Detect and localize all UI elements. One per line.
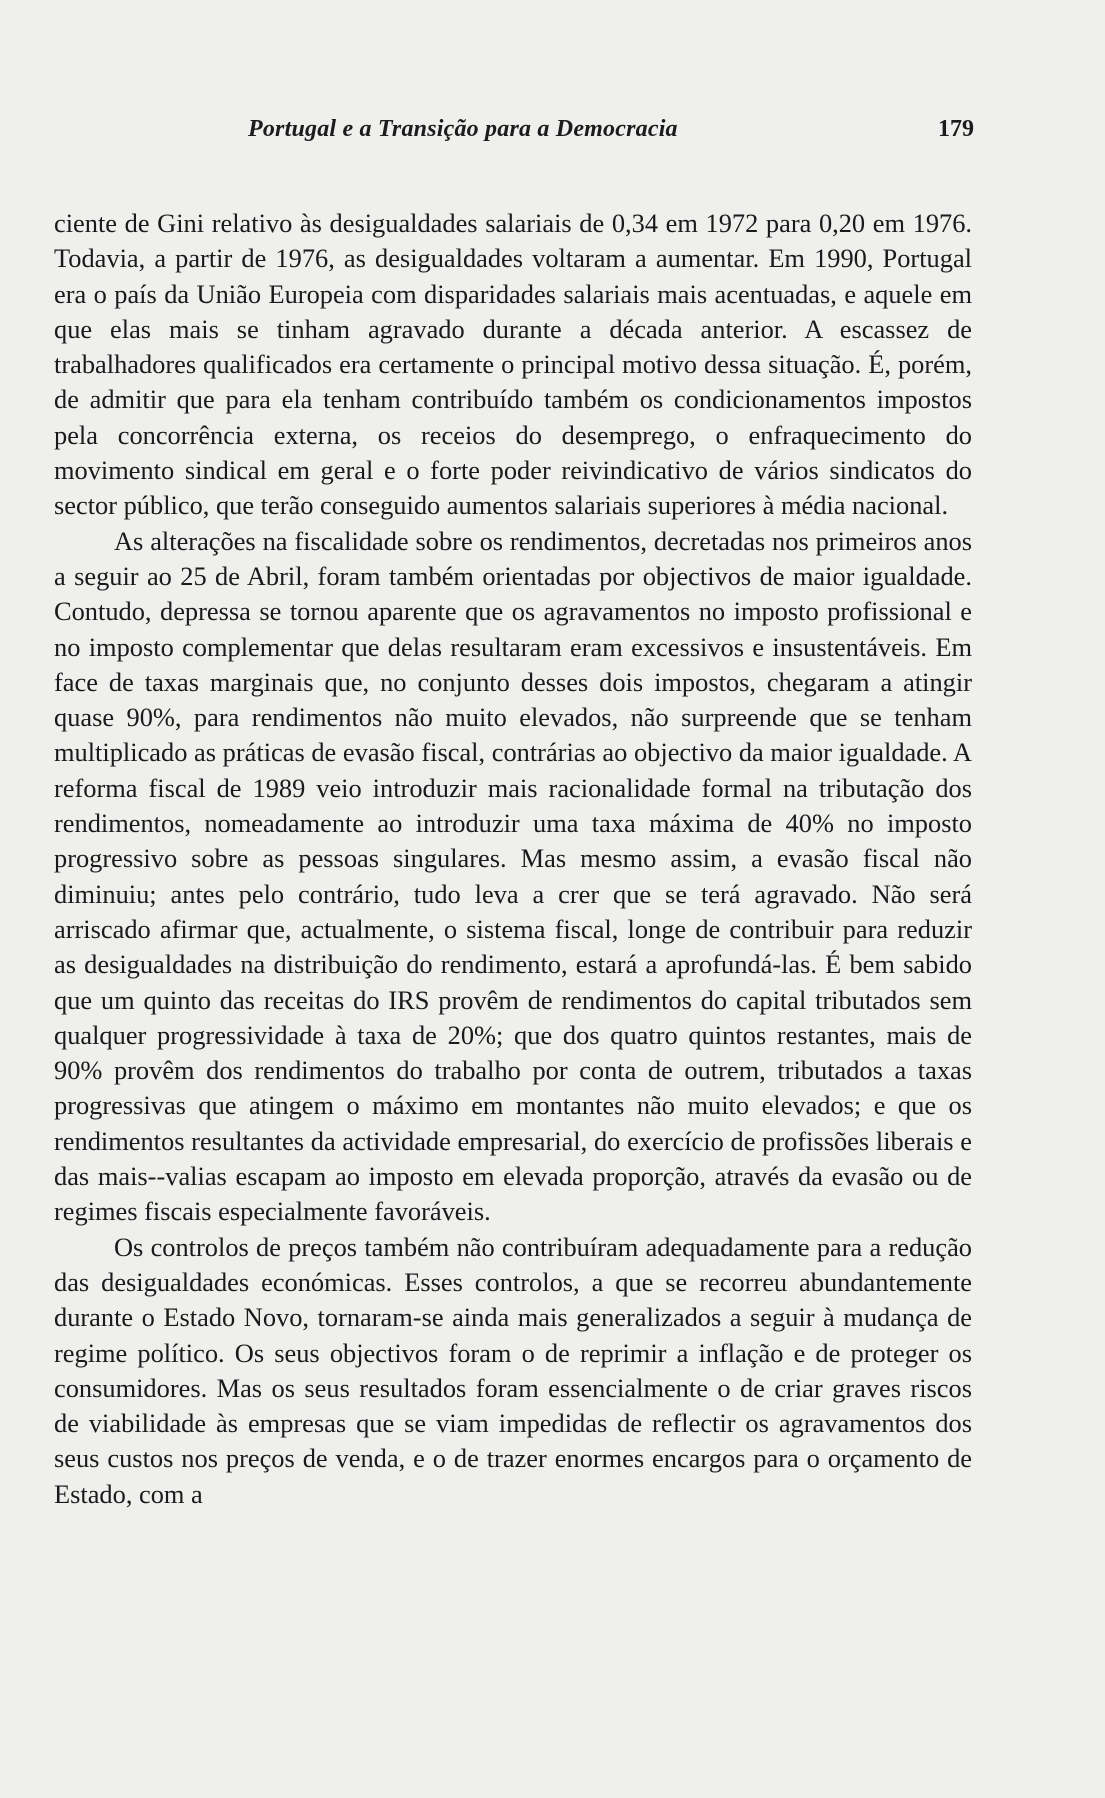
running-title: Portugal e a Transição para a Democracia xyxy=(248,116,678,142)
page-header xyxy=(54,116,974,148)
paragraph: Os controlos de preços também não contribuíram adequadamente para a redução das desigualdades económicas. Esses controlos, a que se recorreu abundantemente durante o Estado Novo, tornaram-se ainda mais generalizados a seguir à mudança de regime político. Os seus objectivos foram o de reprimir a inflação e de proteger os consumidores. Mas os seus resultados foram essencialmente o de criar graves riscos de viabilidade às empresas que se viam impedidas de reflectir os agravamentos dos seus custos nos preços de venda, e o de trazer enormes encargos para o orçamento de Estado, com a xyxy=(54,1231,972,1509)
paragraph: As alterações na fiscalidade sobre os rendimentos, decretadas nos primeiros anos a seguir ao 25 de Abril, foram também orientadas por objectivos de maior igualdade. Contudo, depressa se tornou aparente que os agravamentos no imposto profissional e no imposto complementar que delas resultaram eram excessivos e insustentáveis. Em face de taxas marginais que, no conjunto desses dois impostos, chegaram a atingir quase 90%, para rendimentos não muito elevados, não surpreende que se tenham multiplicado as práticas de evasão fiscal, contrárias ao objectivo da maior igualdade. A reforma fiscal de 1989 veio introduzir mais racionalidade formal na tributação dos rendimentos, nomeadamente ao introduzir uma taxa máxima de 40% no imposto progressivo sobre as pessoas singulares. Mas mesmo assim, a evasão fiscal não diminuiu; antes pelo contrário, tudo leva a crer que se terá agravado. Não será arriscado afirmar que, actualmente, o sistema fiscal, longe de contribuir para reduzir as desigualdades na distribuição do rendimento, estará a aprofundá-las. É bem sabido que um quinto das receitas do IRS provêm de rendimentos do capital tributados sem qualquer progressividade à taxa de 20%; que dos quatro quintos restantes, mais de 90% provêm dos rendimentos do trabalho por conta de outrem, tributados a taxas progressivas que atingem o máximo em montantes não muito elevados; e que os rendimentos resultantes da actividade empresarial, do exercício de profissões liberais e das mais--valias escapam ao imposto em elevada proporção, através da evasão ou de regimes fiscais especialmente favoráveis. xyxy=(54,525,972,1227)
paragraph: ciente de Gini relativo às desigualdades salariais de 0,34 em 1972 para 0,20 em 1976. Todavia, a partir de 1976, as desigualdades voltaram a aumentar. Em 1990, Portugal era o país da União Europeia com disparidades salariais mais acentuadas, e aquele em que elas mais se tinham agravado durante a década anterior. A escassez de trabalhadores qualificados era certamente o principal motivo dessa situação. É, porém, de admitir que para ela tenham contribuído também os condicionamentos impostos pela concorrência externa, os receios do desemprego, o enfraquecimento do movimento sindical em geral e o forte poder reivindicativo de vários sindicatos do sector público, que terão conseguido aumentos salariais superiores à média nacional. xyxy=(54,208,972,521)
body-text xyxy=(54,206,972,1512)
page-number: 179 xyxy=(938,116,974,142)
